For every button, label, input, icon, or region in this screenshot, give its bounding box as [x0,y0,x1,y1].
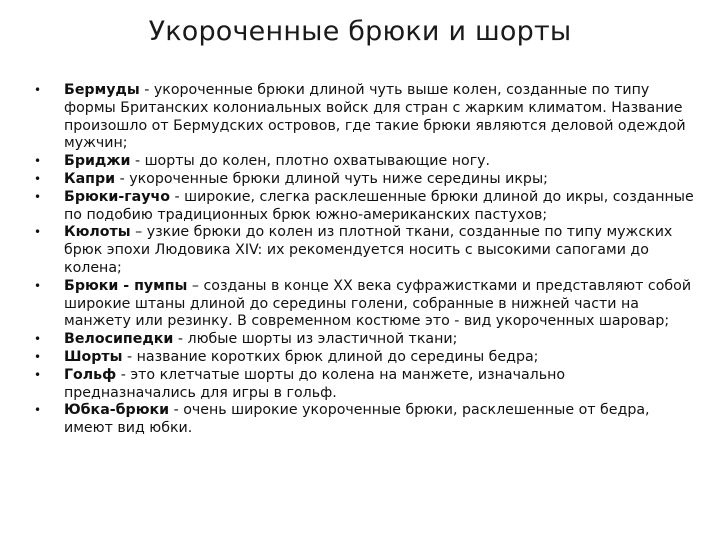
item-description: – созданы в конце XX века суфражистками и представляют собой широкие штаны длиной до середины голени, собранные в нижней части на манжету или резинку. В современном костюме это - вид укороченных шароваp; [64,277,692,330]
list-item [34,224,696,277]
slide-title: Укороченные брюки и шорты [148,16,572,47]
item-description: - широкие, слегка расклешенные брюки длиной до икры, созданные по подобию традиционных брюк южно-американских пастухов; [64,188,694,223]
bullet-icon: • [34,278,42,293]
item-term: Юбка-брюки [64,402,170,419]
item-description: – узкие брюки до колен из плотной ткани, созданные по типу мужских брюк эпохи Людовика XIV: их рекомендуется носить с высокими сапогами до колена; [64,224,673,276]
bullet-icon: • [34,189,42,204]
list-item [34,402,696,438]
item-term: Кюлоты [64,224,131,241]
item-term: Капри [64,170,116,187]
item-description: - шорты до колен, плотно охватывающие ногу. [130,153,491,170]
bullet-icon: • [34,171,42,186]
list-item [34,367,696,403]
bullet-icon: • [34,367,42,382]
item-term: Гольф [64,366,117,383]
item-description: - очень широкие укороченные брюки, расклешенные от бедра, имеют вид юбки. [64,402,650,437]
item-term: Бриджи [64,153,131,170]
item-description: - любые шорты из эластичной ткани; [173,331,458,348]
item-description: - это клетчатые шорты до колена на манжете, изначально предназначались для игры в гольф. [64,366,566,401]
bullet-icon: • [34,154,42,169]
bullet-icon: • [34,332,42,347]
list-item [34,82,696,153]
list-item [34,171,696,189]
bullet-list [34,82,696,438]
list-item [34,278,696,331]
item-description: - укороченные брюки длиной чуть выше колен, созданные по типу формы Британских колониальных войск для стран с жарким климатом. Название произошло от Бермудских островов, где такие брюки являются деловой одеждой мужчин; [64,82,686,152]
bullet-icon: • [34,349,42,364]
item-term: Брюки - пумпы [64,277,188,294]
list-item [34,331,696,349]
list-item [34,153,696,171]
item-term: Велосипедки [64,331,174,348]
bullet-icon: • [34,225,42,240]
item-term: Шорты [64,348,123,365]
bullet-icon: • [34,83,42,97]
item-description: - название коротких брюк длиной до середины бедра; [122,348,539,365]
bullet-icon: • [34,403,42,418]
list-item [34,349,696,367]
item-description: - укороченные брюки длиной чуть ниже середины икры; [115,170,548,187]
item-term: Брюки-гаучо [64,188,170,205]
item-term: Бермуды [64,82,140,98]
list-item [34,189,696,225]
